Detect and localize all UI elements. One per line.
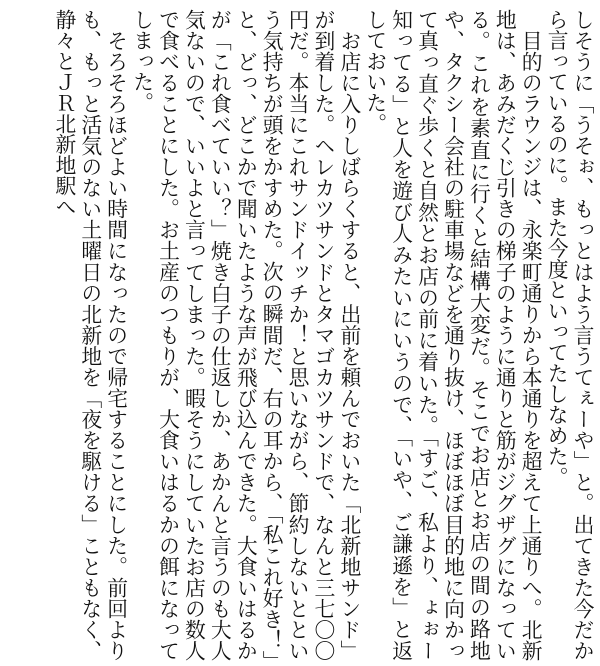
paragraph: お店に入りしばらくすると、出前を頼んでおいた「北新地サンド」が到着した。ヘレカツサンドとタマゴカツサンドで、なんと三七〇〇円だ。本当にこれサンドイッチか！と思いながら、節約しないとという気持ちが頭をかすめた。次の瞬間だ、右の耳から、「私これ好き！」と、どっ、どこかで聞いたような声が飛び込んできた。大食いはるかが「これ食べていい？」焼き白子の仕返しか、あかんと言うのも大人気ないので、いいよと言ってしまった。暇そうにしていたお店の数人で食べることにした。お土産のつもりが、大食いはるかの餌になってしまった。 [129,9,361,661]
paragraph: そろそろほどよい時間になったので帰宅することにした。前回よりも、もっと活気のない土曜日の北新地を「夜を駆ける」こともなく、静々とＪＲ北新地駅へ [51,9,128,661]
paragraph: しそうに「うそぉ、もっとはよう言うてぇーや」と。出てきた今だから言っているのに。また今度といってたしなめた。 [544,9,594,661]
paragraph: 目的のラウンジは、永楽町通りから本通りを超えて上通りへ。北新地は、あみだくじ引きの梯子のように通りと筋がジグザグになっている。これを素直に行くと結構大変だ。そこでお店とお店の間の路地や、タクシー会社の駐車場などを通り抜け、ほぼほぼ目的地に向かって真っ直ぐ歩くと自然とお店の前に着いた。「すご、私より、ょぉー知ってる」と人を遊び人みたいにいうので、「いや、ご謙遜を」と返しておいた。 [362,9,543,661]
vertical-text-body [4,9,594,661]
